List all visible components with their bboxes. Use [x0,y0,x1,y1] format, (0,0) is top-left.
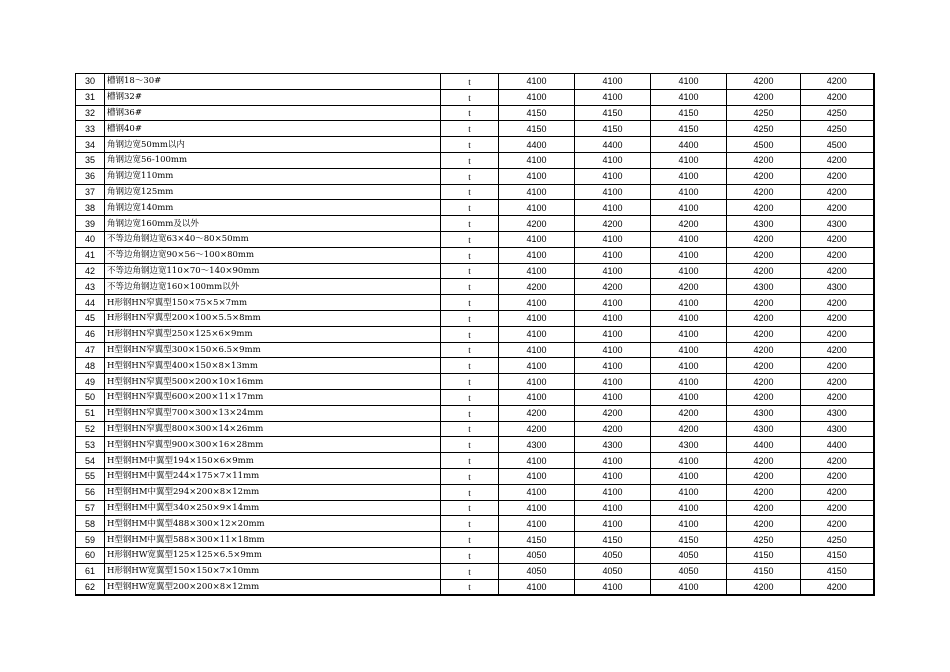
price-cell: 4100 [575,326,651,342]
price-cell: 4150 [727,563,801,579]
price-cell: 4100 [651,342,727,358]
table-body [76,74,874,596]
price-cell: 4400 [727,437,801,453]
table-row [76,405,874,421]
price-cell: 4100 [651,247,727,263]
price-cell: 4400 [575,137,651,153]
row-number-cell: 46 [76,326,105,342]
price-cell: 4200 [727,200,801,216]
material-name-cell: H型钢HM中翼型588×300×11×18mm [105,532,441,548]
price-cell: 4150 [575,105,651,121]
row-number-cell: 53 [76,437,105,453]
unit-cell: t [441,89,499,105]
price-cell: 4200 [801,326,874,342]
price-cell: 4100 [499,231,575,247]
price-cell: 4100 [575,342,651,358]
material-name-cell: H型钢HM中翼型340×250×9×14mm [105,500,441,516]
price-table [75,73,875,596]
price-cell: 4200 [801,200,874,216]
price-cell: 4100 [499,247,575,263]
price-cell: 4200 [727,389,801,405]
row-number-cell: 56 [76,484,105,500]
price-cell: 4100 [499,295,575,311]
price-cell: 4200 [727,484,801,500]
price-cell: 4200 [727,326,801,342]
price-cell: 4100 [499,358,575,374]
unit-cell: t [441,500,499,516]
price-cell: 4200 [727,342,801,358]
material-name-cell: H型钢HN窄翼型900×300×16×28mm [105,437,441,453]
price-cell: 4200 [727,579,801,595]
price-cell: 4200 [727,184,801,200]
price-cell: 4100 [499,74,575,90]
row-number-cell: 45 [76,310,105,326]
price-cell: 4100 [499,500,575,516]
price-cell: 4200 [651,279,727,295]
price-cell: 4100 [499,168,575,184]
price-cell: 4100 [575,263,651,279]
price-cell: 4050 [575,547,651,563]
price-cell: 4100 [575,247,651,263]
price-cell: 4100 [499,374,575,390]
table-row [76,263,874,279]
table-row [76,579,874,595]
price-cell: 4150 [651,532,727,548]
material-name-cell: H形钢HN窄翼型200×100×5.5×8mm [105,310,441,326]
unit-cell: t [441,468,499,484]
price-cell: 4100 [575,152,651,168]
table-row [76,184,874,200]
price-cell: 4250 [727,121,801,137]
row-number-cell: 54 [76,453,105,469]
unit-cell: t [441,516,499,532]
price-cell: 4200 [575,216,651,232]
price-cell: 4100 [651,484,727,500]
unit-cell: t [441,389,499,405]
row-number-cell: 48 [76,358,105,374]
table-row [76,453,874,469]
material-name-cell: H形钢HN窄翼型250×125×6×9mm [105,326,441,342]
price-cell: 4200 [801,342,874,358]
price-cell: 4200 [801,263,874,279]
price-cell: 4250 [801,121,874,137]
price-cell: 4100 [499,326,575,342]
table-row [76,342,874,358]
price-cell: 4250 [801,532,874,548]
row-number-cell: 50 [76,389,105,405]
row-number-cell: 34 [76,137,105,153]
unit-cell: t [441,121,499,137]
material-name-cell: H型钢HW宽翼型200×200×8×12mm [105,579,441,595]
table-row [76,421,874,437]
price-cell: 4200 [801,74,874,90]
row-number-cell: 60 [76,547,105,563]
price-cell: 4100 [575,468,651,484]
table-row [76,547,874,563]
unit-cell: t [441,532,499,548]
price-cell: 4200 [727,310,801,326]
price-cell: 4100 [651,89,727,105]
price-cell: 4300 [727,405,801,421]
price-cell: 4200 [801,310,874,326]
unit-cell: t [441,231,499,247]
material-name-cell: 角钢边宽160mm及以外 [105,216,441,232]
price-cell: 4300 [801,405,874,421]
material-name-cell: 槽钢32# [105,89,441,105]
price-cell: 4100 [651,468,727,484]
row-number-cell: 32 [76,105,105,121]
row-number-cell: 35 [76,152,105,168]
material-name-cell: H型钢HM中翼型244×175×7×11mm [105,468,441,484]
price-cell: 4400 [651,137,727,153]
material-name-cell: 槽钢40# [105,121,441,137]
price-cell: 4100 [575,310,651,326]
price-cell: 4050 [575,563,651,579]
price-cell: 4050 [651,547,727,563]
row-number-cell: 59 [76,532,105,548]
table-row [76,89,874,105]
price-cell: 4200 [801,468,874,484]
price-cell: 4200 [727,168,801,184]
unit-cell: t [441,263,499,279]
price-cell: 4050 [499,547,575,563]
unit-cell: t [441,484,499,500]
price-cell: 4300 [727,421,801,437]
price-cell: 4150 [499,121,575,137]
material-name-cell: H型钢HM中翼型488×300×12×20mm [105,516,441,532]
price-cell: 4200 [801,231,874,247]
price-cell: 4100 [575,184,651,200]
price-cell: 4200 [727,89,801,105]
price-cell: 4100 [499,310,575,326]
price-cell: 4100 [575,74,651,90]
price-cell: 4200 [727,295,801,311]
price-cell: 4100 [651,168,727,184]
price-cell: 4300 [727,216,801,232]
table-row [76,137,874,153]
unit-cell: t [441,453,499,469]
price-cell: 4200 [801,579,874,595]
row-number-cell: 57 [76,500,105,516]
table-row [76,532,874,548]
price-cell: 4200 [651,421,727,437]
table-row [76,389,874,405]
price-cell: 4300 [801,216,874,232]
price-cell: 4100 [499,184,575,200]
price-cell: 4200 [801,374,874,390]
price-cell: 4100 [499,342,575,358]
price-cell: 4200 [727,231,801,247]
table-row [76,105,874,121]
price-cell: 4100 [575,200,651,216]
price-cell: 4200 [727,263,801,279]
price-cell: 4100 [651,295,727,311]
price-cell: 4150 [801,563,874,579]
price-cell: 4100 [651,231,727,247]
price-cell: 4100 [651,516,727,532]
price-cell: 4200 [499,405,575,421]
row-number-cell: 38 [76,200,105,216]
price-cell: 4200 [801,500,874,516]
price-cell: 4200 [727,74,801,90]
row-number-cell: 33 [76,121,105,137]
price-cell: 4100 [575,358,651,374]
price-cell: 4200 [651,405,727,421]
unit-cell: t [441,200,499,216]
table-row [76,231,874,247]
price-cell: 4100 [651,326,727,342]
row-number-cell: 39 [76,216,105,232]
unit-cell: t [441,563,499,579]
price-cell: 4100 [651,453,727,469]
material-name-cell: 角钢边宽140mm [105,200,441,216]
material-name-cell: 不等边角钢边宽160×100mm以外 [105,279,441,295]
price-cell: 4100 [575,453,651,469]
unit-cell: t [441,216,499,232]
price-cell: 4200 [727,453,801,469]
price-cell: 4200 [575,421,651,437]
row-number-cell: 55 [76,468,105,484]
price-cell: 4200 [727,516,801,532]
unit-cell: t [441,342,499,358]
row-number-cell: 47 [76,342,105,358]
price-cell: 4150 [499,105,575,121]
price-cell: 4100 [651,74,727,90]
unit-cell: t [441,279,499,295]
price-cell: 4150 [651,105,727,121]
price-cell: 4100 [651,152,727,168]
price-cell: 4200 [801,184,874,200]
table-row [76,279,874,295]
table-row [76,168,874,184]
price-cell: 4200 [727,152,801,168]
table-row [76,121,874,137]
table-row [76,74,874,90]
price-cell: 4100 [651,389,727,405]
price-cell: 4300 [801,279,874,295]
unit-cell: t [441,437,499,453]
row-number-cell: 52 [76,421,105,437]
price-cell: 4100 [575,389,651,405]
price-cell: 4250 [801,105,874,121]
price-cell: 4200 [801,484,874,500]
price-cell: 4200 [801,295,874,311]
price-cell: 4300 [727,279,801,295]
material-name-cell: 角钢边宽110mm [105,168,441,184]
unit-cell: t [441,184,499,200]
unit-cell: t [441,137,499,153]
price-cell: 4100 [499,453,575,469]
price-cell: 4150 [499,532,575,548]
price-cell: 4100 [499,263,575,279]
material-name-cell: H型钢HN窄翼型700×300×13×24mm [105,405,441,421]
price-cell: 4250 [727,105,801,121]
material-name-cell: H型钢HN窄翼型400×150×8×13mm [105,358,441,374]
unit-cell: t [441,310,499,326]
unit-cell: t [441,547,499,563]
price-cell: 4100 [651,358,727,374]
material-name-cell: H形钢HN窄翼型150×75×5×7mm [105,295,441,311]
price-cell: 4200 [801,152,874,168]
price-cell: 4100 [499,89,575,105]
unit-cell: t [441,421,499,437]
price-cell: 4200 [575,405,651,421]
price-cell: 4200 [801,168,874,184]
price-cell: 4100 [651,184,727,200]
price-cell: 4200 [801,358,874,374]
price-cell: 4400 [801,437,874,453]
price-cell: 4500 [727,137,801,153]
table-row [76,374,874,390]
price-cell: 4200 [499,216,575,232]
row-number-cell: 51 [76,405,105,421]
material-name-cell: 角钢边宽56-100mm [105,152,441,168]
row-number-cell: 42 [76,263,105,279]
price-cell: 4100 [651,374,727,390]
material-name-cell: H型钢HN窄翼型600×200×11×17mm [105,389,441,405]
row-number-cell: 37 [76,184,105,200]
row-number-cell: 44 [76,295,105,311]
material-name-cell: 角钢边宽125mm [105,184,441,200]
price-cell: 4100 [499,389,575,405]
price-cell: 4150 [801,547,874,563]
price-cell: 4300 [575,437,651,453]
table-row [76,216,874,232]
row-number-cell: 61 [76,563,105,579]
price-cell: 4100 [499,579,575,595]
material-name-cell: H形钢HW宽翼型125×125×6.5×9mm [105,547,441,563]
price-cell: 4200 [801,89,874,105]
table-row [76,484,874,500]
price-cell: 4100 [575,374,651,390]
price-cell: 4200 [801,453,874,469]
unit-cell: t [441,105,499,121]
table-row [76,247,874,263]
table-row [76,152,874,168]
price-cell: 4100 [651,263,727,279]
price-cell: 4200 [727,358,801,374]
row-number-cell: 58 [76,516,105,532]
material-name-cell: 不等边角钢边宽90×56～100×80mm [105,247,441,263]
price-cell: 4150 [575,121,651,137]
table-row [76,326,874,342]
material-name-cell: 不等边角钢边宽110×70～140×90mm [105,263,441,279]
row-number-cell: 41 [76,247,105,263]
price-cell: 4200 [651,216,727,232]
price-cell: 4200 [727,500,801,516]
price-cell: 4500 [801,137,874,153]
table-row [76,563,874,579]
table-row [76,468,874,484]
price-cell: 4200 [801,247,874,263]
unit-cell: t [441,168,499,184]
price-cell: 4200 [727,247,801,263]
price-cell: 4300 [651,437,727,453]
price-cell: 4200 [499,279,575,295]
table-row [76,358,874,374]
price-cell: 4100 [651,310,727,326]
unit-cell: t [441,405,499,421]
unit-cell: t [441,326,499,342]
table-row [76,516,874,532]
price-cell: 4100 [499,484,575,500]
price-cell: 4100 [575,231,651,247]
material-name-cell: H型钢HM中翼型294×200×8×12mm [105,484,441,500]
price-cell: 4200 [499,421,575,437]
price-cell: 4100 [651,579,727,595]
row-number-cell: 40 [76,231,105,247]
price-cell: 4100 [499,516,575,532]
price-cell: 4100 [499,200,575,216]
table-row [76,200,874,216]
price-cell: 4150 [651,121,727,137]
unit-cell: t [441,295,499,311]
price-cell: 4100 [651,200,727,216]
table-row [76,295,874,311]
price-cell: 4200 [727,374,801,390]
price-cell: 4100 [575,579,651,595]
price-cell: 4300 [499,437,575,453]
material-name-cell: 角钢边宽50mm以内 [105,137,441,153]
material-name-cell: H型钢HN窄翼型500×200×10×16mm [105,374,441,390]
price-cell: 4400 [499,137,575,153]
unit-cell: t [441,358,499,374]
row-number-cell: 31 [76,89,105,105]
unit-cell: t [441,374,499,390]
price-cell: 4300 [801,421,874,437]
unit-cell: t [441,579,499,595]
material-name-cell: H型钢HM中翼型194×150×6×9mm [105,453,441,469]
price-cell: 4250 [727,532,801,548]
price-cell: 4100 [499,468,575,484]
material-name-cell: H形钢HW宽翼型150×150×7×10mm [105,563,441,579]
price-cell: 4100 [651,500,727,516]
price-cell: 4050 [499,563,575,579]
price-cell: 4150 [727,547,801,563]
row-number-cell: 62 [76,579,105,595]
price-cell: 4100 [575,295,651,311]
price-cell: 4150 [575,532,651,548]
material-name-cell: 槽钢18～30# [105,74,441,90]
price-cell: 4100 [575,500,651,516]
price-cell: 4200 [801,516,874,532]
material-name-cell: H型钢HN窄翼型800×300×14×26mm [105,421,441,437]
price-cell: 4100 [575,484,651,500]
price-cell: 4200 [801,389,874,405]
price-cell: 4100 [575,168,651,184]
material-name-cell: 不等边角钢边宽63×40～80×50mm [105,231,441,247]
price-cell: 4100 [499,152,575,168]
price-cell: 4050 [651,563,727,579]
row-number-cell: 43 [76,279,105,295]
row-number-cell: 49 [76,374,105,390]
material-name-cell: H型钢HN窄翼型300×150×6.5×9mm [105,342,441,358]
unit-cell: t [441,74,499,90]
table-row [76,500,874,516]
price-cell: 4200 [575,279,651,295]
price-cell: 4100 [575,89,651,105]
unit-cell: t [441,152,499,168]
price-cell: 4100 [575,516,651,532]
table-row [76,310,874,326]
row-number-cell: 36 [76,168,105,184]
table-row [76,437,874,453]
row-number-cell: 30 [76,74,105,90]
unit-cell: t [441,247,499,263]
price-cell: 4200 [727,468,801,484]
material-name-cell: 槽钢36# [105,105,441,121]
